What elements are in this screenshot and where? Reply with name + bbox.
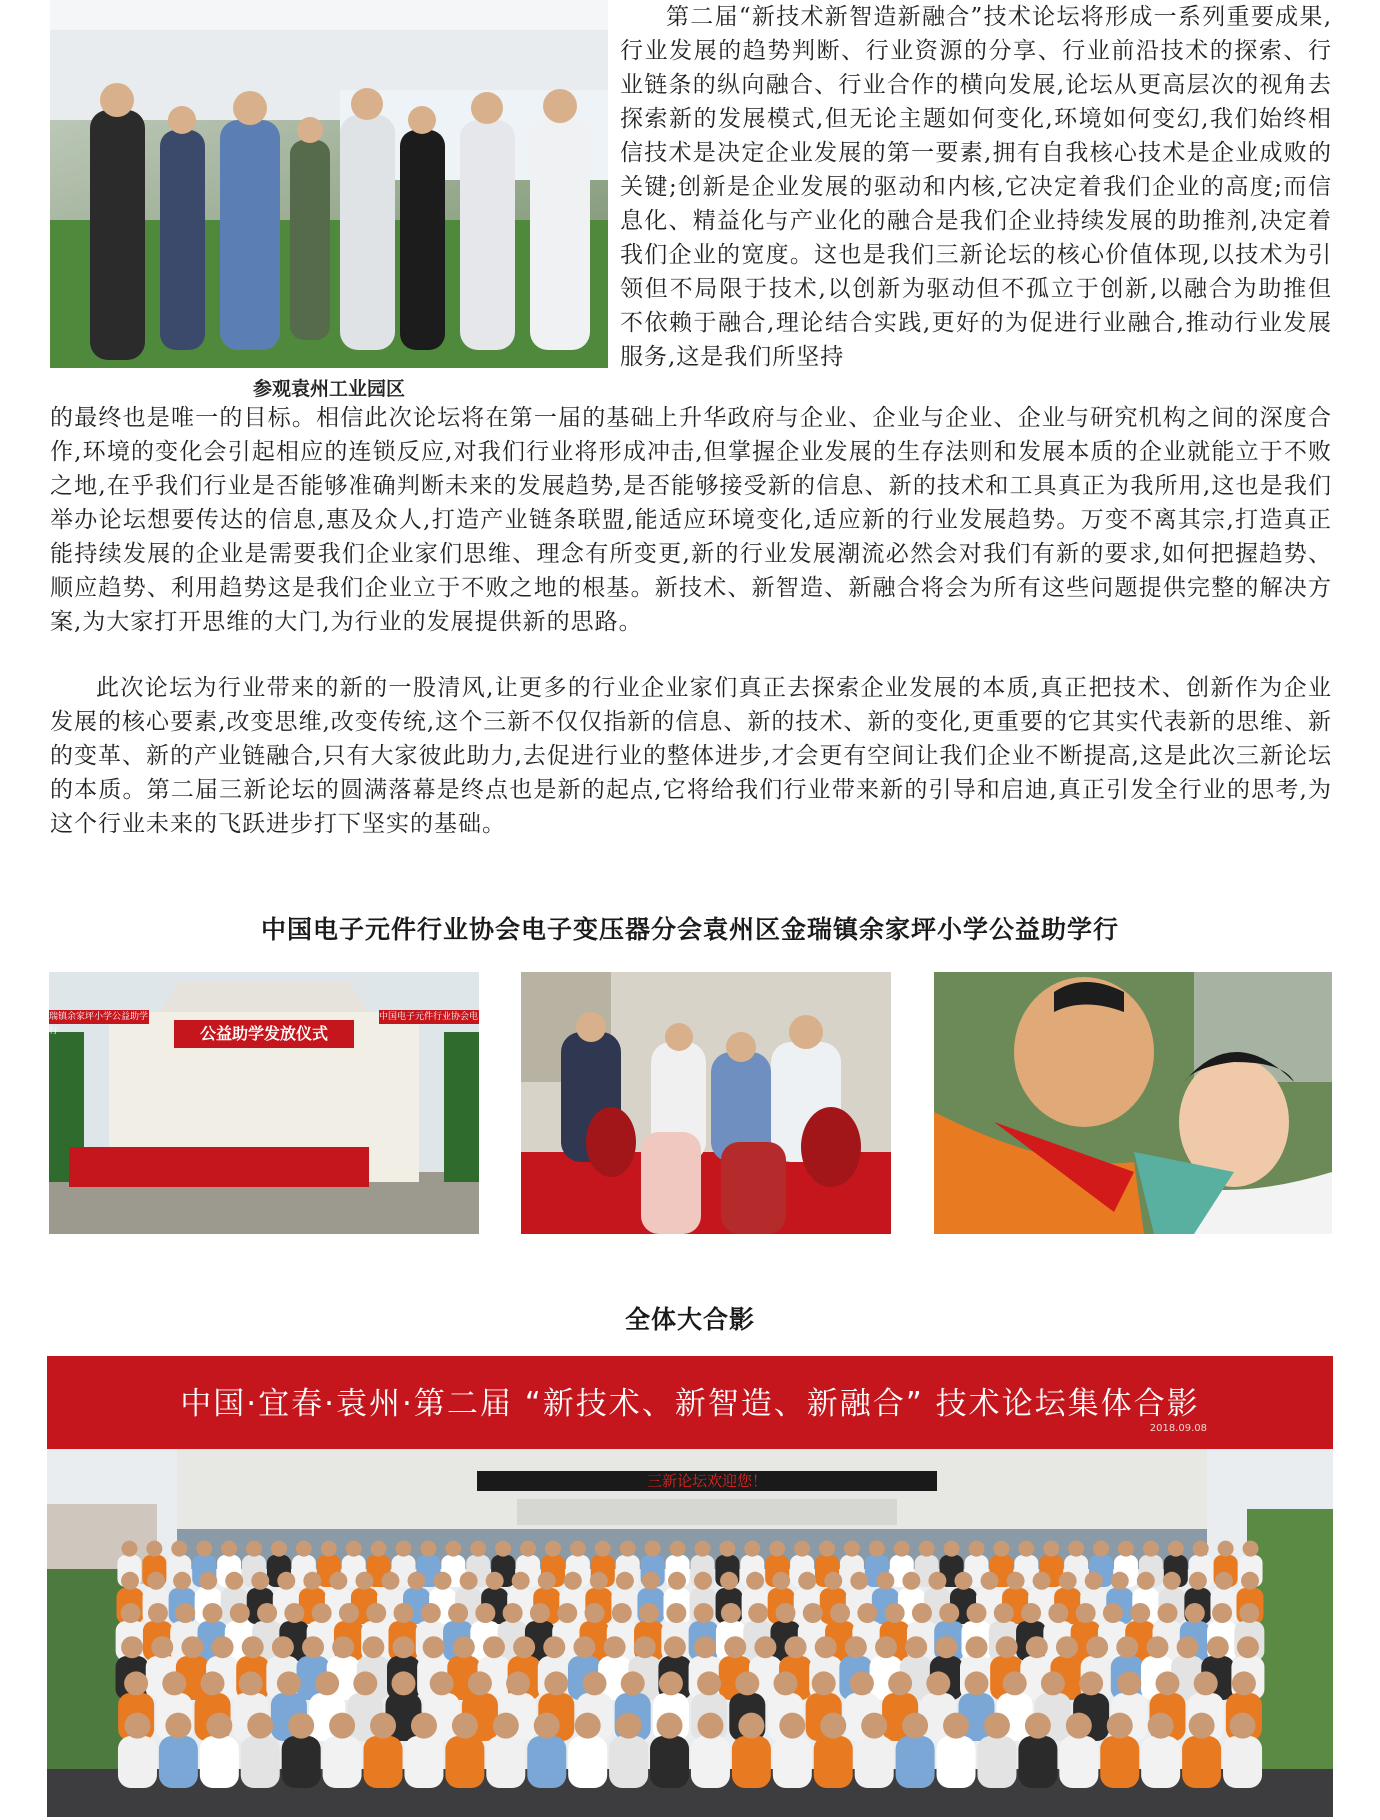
charity-right-sign: 中国电子元件行业协会电 — [379, 1012, 479, 1022]
charity-left-sign: 瑞镇余家坪小学公益助学行 — [49, 1012, 149, 1036]
group-photo-banner-date: 2018.09.08 — [1149, 1423, 1207, 1434]
article-paragraph-2: 此次论坛为行业带来的新的一股清风,让更多的行业企业家们真正去探索企业发展的本质,真正把技术、创新作为企业发展的核心要素,改变思维,改变传统,这个三新不仅仅指新的信息、新的技术、新的变化,更重要的它其实代表新的思维、新的变革、新的产业链融合,只有大家彼此助力,去促进行业的整体进步,才会更有空间让我们企业不断提高,这是此次三新论坛的本质。第二届三新论坛的圆满落幕是终点也是新的起点,它将给我们行业带来新的引导和启迪,真正引发全行业的思考,为这个行业未来的飞跃进步打下坚实的基础。 — [50, 675, 1332, 837]
group-photo-banner-title: 中国·宜春·袁州·第二届 “新技术、新智造、新融合” 技术论坛集体合影 — [180, 1386, 1200, 1422]
charity-ceremony-banner: 公益助学发放仪式 — [199, 1024, 328, 1043]
charity-gift-giving-photo — [521, 972, 891, 1234]
charity-section-title: 中国电子元件行业协会电子变压器分会袁州区金瑞镇余家坪小学公益助学行 — [260, 915, 1119, 944]
red-scarf-ceremony-photo — [934, 972, 1332, 1234]
industrial-park-visit-photo — [50, 0, 608, 368]
article-paragraph-1-start: 第二届“新技术新智造新融合”技术论坛将形成一系列重要成果,行业发展的趋势判断、行业资源的分享、行业前沿技术的探索、行业链条的纵向融合、行业合作的横向发展,论坛从更高层次的视角去探索新的发展模式,但无论主题如何变化,环境如何变幻,我们始终相信技术是决定企业发展的第一要素,拥有自我核心技术是企业成败的关键;创新是企业发展的驱动和内核,它决定着我们企业的高度;而信息化、精益化与产业化的融合是我们企业持续发展的助推剂,决定着我们企业的宽度。这也是我们三新论坛的核心价值体现,以技术为引领但不局限于技术,以创新为驱动但不孤立于创新,以融合为助推但不依赖于融合,理论结合实践,更好的为促进行业融合,推动行业发展服务,这是我们所坚持 — [620, 4, 1332, 370]
charity-ceremony-photo — [49, 972, 479, 1234]
forum-group-photo — [47, 1449, 1333, 1817]
group-photo-section-title: 全体大合影 — [624, 1305, 755, 1334]
visit-photo-caption: 参观袁州工业园区 — [252, 378, 405, 400]
article-paragraph-1-continued: 的最终也是唯一的目标。相信此次论坛将在第一届的基础上升华政府与企业、企业与企业、企业与研究机构之间的深度合作,环境的变化会引起相应的连锁反应,对我们行业将形成冲击,但掌握企业发展的生存法则和发展本质的企业就能立于不败之地,在乎我们行业是否能够准确判断未来的发展趋势,是否能够接受新的信息、新的技术和工具真正为我所用,这也是我们举办论坛想要传达的信息,惠及众人,打造产业链条联盟,能适应环境变化,适应新的行业发展趋势。万变不离其宗,打造真正能持续发展的企业是需要我们企业家们思维、理念有所变更,新的行业发展潮流必然会对我们有新的要求,如何把握趋势、顺应趋势、利用趋势这是我们企业立于不败之地的根基。新技术、新智造、新融合将会为所有这些问题提供完整的解决方案,为大家打开思维的大门,为行业的发展提供新的思路。 — [50, 405, 1332, 635]
group-photo-banner — [47, 1356, 1333, 1449]
welcome-sign: 三新论坛欢迎您！ — [646, 1472, 767, 1490]
